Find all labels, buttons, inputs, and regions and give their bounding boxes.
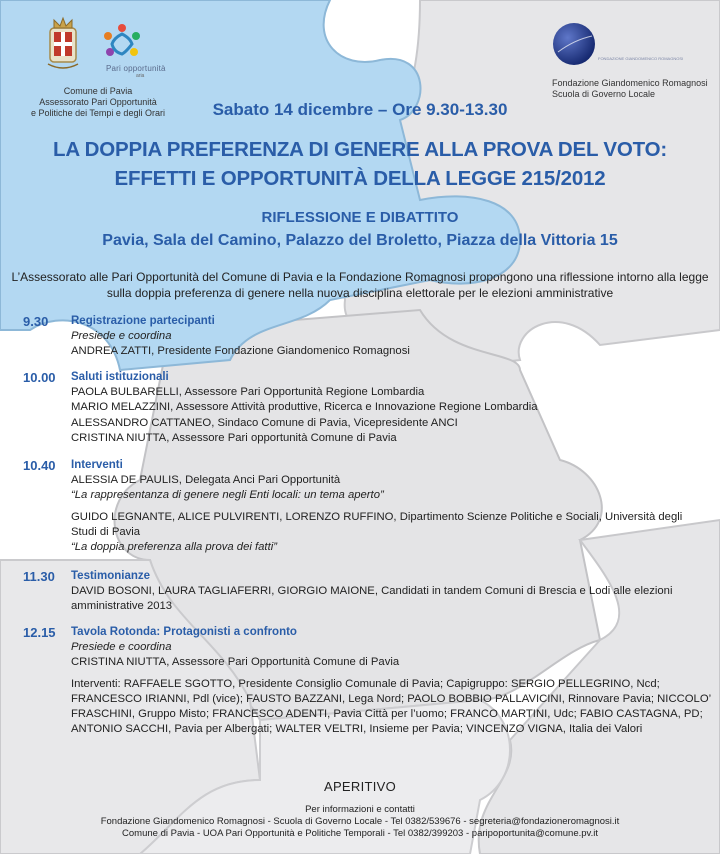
session-1000: [71, 370, 711, 446]
session-title: Interventi: [71, 459, 123, 471]
pari-opportunita-logo-icon: [100, 22, 144, 62]
speaker-line: CRISTINA NIUTTA, Assessore Pari opportunità Comune di Pavia: [71, 431, 397, 444]
session-interventions: Interventi: RAFFAELE SGOTTO, Presidente Consiglio Comunale di Pavia; Capigruppo: SERGIO PELLEGRINO, Ncd; FRANCESCO IRIANNI, Pdl (vice); FAUSTO BAZZANI, Lega Nord; PAOLO BOBBIO PALLAVICINI, Rinnovare Pavia; NICCOLO’ FRASCHINI, Gruppo Misto; FRANCESCO ADENTI, Pavia Città per l’uomo; FRANCO MARTINI, Udc; FABIO CASTAGNA, PD; ANTONIO SACCHI, Pavia per Albergati; WALTER VELTRI, Insieme per Pavia; VINCENZO VIGNA, Italia dei Valori: [71, 677, 711, 736]
session-chair: ANDREA ZATTI, Presidente Fondazione Giandomenico Romagnosi: [71, 345, 410, 358]
time-1130: 11.30: [23, 569, 55, 584]
session-title: Saluti istituzionali: [71, 371, 169, 383]
comune-pavia-crest-icon: [44, 14, 82, 74]
event-title-line1: LA DOPPIA PREFERENZA DI GENERE ALLA PROVA DEL VOTO:: [53, 138, 667, 161]
event-subtitle: RIFLESSIONE E DIBATTITO: [261, 209, 459, 226]
left-block-line: Assessorato Pari Opportunità: [39, 97, 157, 107]
time-1040: 10.40: [23, 458, 56, 473]
session-role: Presiede e coordina: [71, 641, 172, 654]
session-1215: [71, 625, 711, 737]
event-date: Sabato 14 dicembre – Ore 9.30-13.30: [212, 100, 508, 119]
speaker-line: ALESSANDRO CATTANEO, Sindaco Comune di Pavia, Vicepresidente ANCI: [71, 416, 458, 429]
fondazione-romagnosi-logo-icon: [552, 22, 596, 66]
fondazione-small-text: FONDAZIONE GIANDOMENICO ROMAGNOSI: [598, 56, 684, 61]
pari-opportunita-caption: Pari opportunità: [106, 64, 166, 73]
session-title: Tavola Rotonda: Protagonisti a confronto: [71, 626, 297, 638]
speaker-line: ALESSIA DE PAULIS, Delegata Anci Pari Opportunità: [71, 474, 341, 487]
left-block-line: Comune di Pavia: [63, 86, 133, 96]
time-1215: 12.15: [23, 625, 56, 640]
aperitivo-label: APERITIVO: [323, 779, 397, 794]
talk-title: “La doppia preferenza alla prova dei fatti”: [71, 541, 277, 554]
session-title: Testimonianze: [71, 570, 151, 582]
session-role: Presiede e coordina: [71, 330, 172, 343]
event-venue: Pavia, Sala del Camino, Palazzo del Broletto, Piazza della Vittoria 15: [102, 232, 618, 249]
session-930: [71, 314, 711, 360]
time-1000: 10.00: [23, 370, 56, 385]
contact-title: Per informazioni e contatti: [305, 804, 415, 815]
right-block-line: Scuola di Governo Locale: [552, 89, 656, 99]
right-block-line: Fondazione Giandomenico Romagnosi: [552, 78, 708, 88]
intro-paragraph: L’Assessorato alle Pari Opportunità del Comune di Pavia e la Fondazione Romagnosi propongono una riflessione intorno alla legge sulla doppia preferenza di genere nella nuova disciplina elettorale per le elezioni amministrative: [11, 270, 709, 300]
event-title-line2: EFFETTI E OPPORTUNITÀ DELLA LEGGE 215/2012: [114, 167, 606, 190]
speaker-line: PAOLA BULBARELLI, Assessore Pari Opportunità Regione Lombardia: [71, 386, 425, 399]
talk-title: “La rappresentanza di genere negli Enti locali: un tema aperto”: [71, 489, 384, 502]
speaker-line: MARIO MELAZZINI, Assessore Attività produttive, Ricerca e Innovazione Regione Lombardia: [71, 401, 538, 414]
contact-line: Comune di Pavia - UOA Pari Opportunità e Politiche Temporali - Tel 0382/399203 - paripoportunita@comune.pv.it: [122, 828, 598, 839]
fondazione-block: [552, 78, 708, 100]
session-1130: [71, 569, 711, 615]
contact-line: Fondazione Giandomenico Romagnosi - Scuola di Governo Locale - Tel 0382/539676 - segreteria@fondazioneromagnosi.it: [100, 816, 620, 827]
session-chair: CRISTINA NIUTTA, Assessore Pari Opportunità Comune di Pavia: [71, 656, 400, 669]
time-930: 9.30: [23, 314, 49, 329]
session-text: DAVID BOSONI, LAURA TAGLIAFERRI, GIORGIO MAIONE, Candidati in tandem Comuni di Brescia e Lodi alle elezioni amministrative 2013: [71, 585, 673, 613]
session-title: Registrazione partecipanti: [71, 315, 215, 327]
contact-info: [0, 804, 720, 840]
session-1040: [71, 458, 711, 555]
speaker-line: GUIDO LEGNANTE, ALICE PULVIRENTI, LORENZO RUFFINO, Dipartimento Scienze Politiche e Sociali, Università degli Studi di Pavia: [71, 510, 683, 538]
pari-opportunita-subcaption: aria: [136, 73, 145, 79]
left-block-line: e Politiche dei Tempi e degli Orari: [31, 108, 165, 118]
